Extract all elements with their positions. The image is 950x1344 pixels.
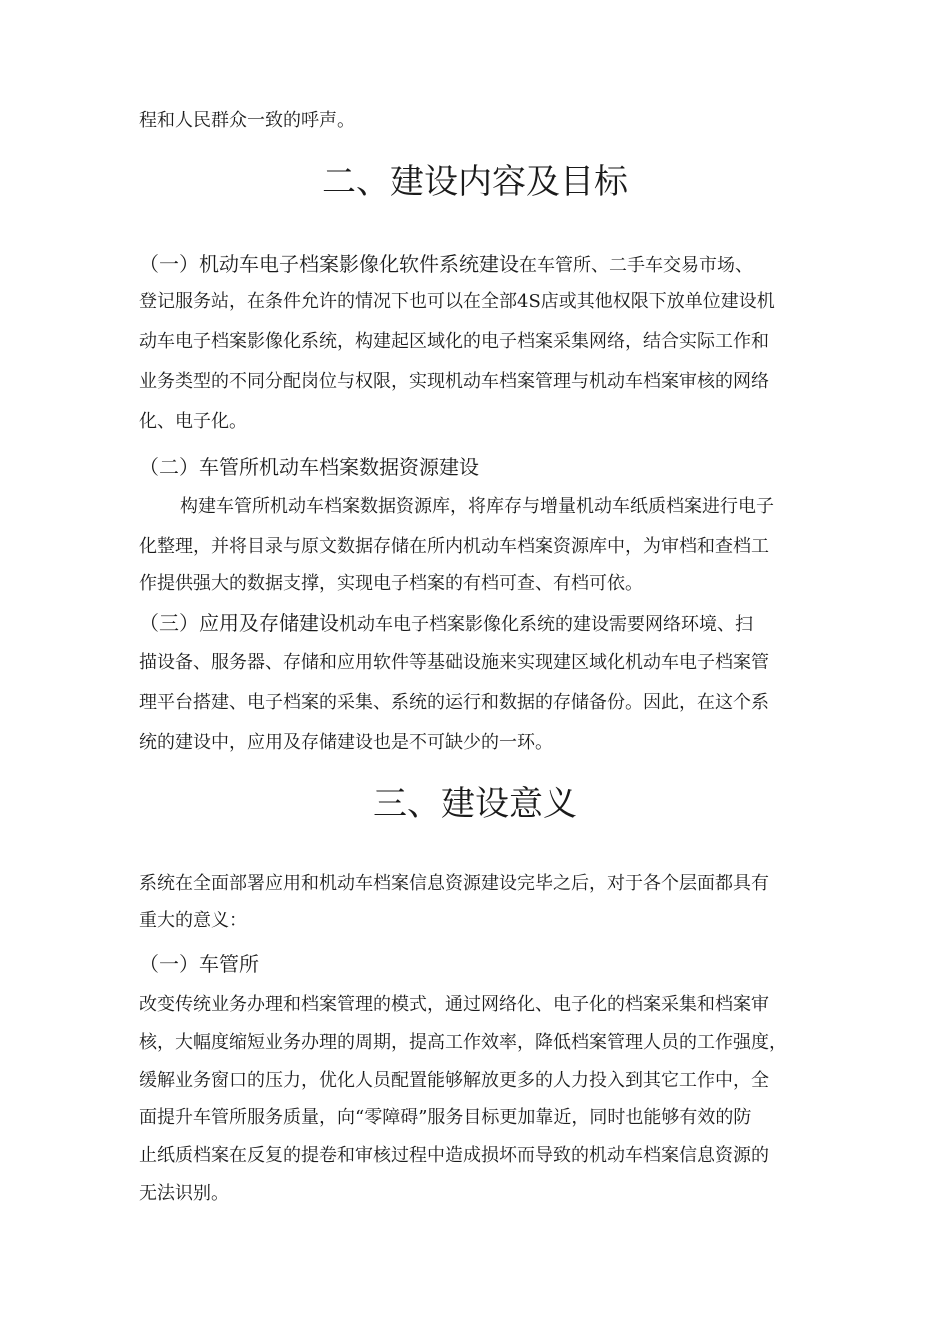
s3-item1-line-0: 改变传统业务办理和档案管理的模式，通过网络化、电子化的档案采集和档案审 [139, 994, 769, 1015]
s2-item2-line-2: 作提供强大的数据支撑，实现电子档案的有档可查、有档可依。 [139, 573, 643, 594]
s2-item1-line-0: 在车管所、二手车交易市场、 [519, 255, 753, 276]
section-2-heading: 二、建设内容及目标 [322, 162, 628, 202]
intro-tail-line: 程和人民群众一致的呼声。 [139, 110, 355, 131]
s2-item3-line-3: 统的建设中，应用及存储建设也是不可缺少的一环。 [139, 732, 553, 753]
s2-item2-line-0: 构建车管所机动车档案数据资源库，将库存与增量机动车纸质档案进行电子 [180, 496, 774, 517]
s3-item1-line-2: 缓解业务窗口的压力，优化人员配置能够解放更多的人力投入到其它工作中，全 [139, 1070, 769, 1091]
s3-item1-title: （一）车管所 [139, 952, 259, 976]
s2-item3-first-line [139, 611, 753, 637]
s2-item1-first-line [139, 252, 753, 278]
s2-item3-line-1: 描设备、服务器、存储和应用软件等基础设施来实现建区域化机动车电子档案管 [139, 652, 769, 673]
s2-item3-line-0: 机动车电子档案影像化系统的建设需要网络环境、扫 [339, 614, 753, 635]
s2-item3-title: （三）应用及存储建设 [139, 611, 339, 635]
s3-item1-line-3: 面提升车管所服务质量，向“零障碍”服务目标更加靠近，同时也能够有效的防 [139, 1107, 752, 1128]
s2-item1-line-4: 化、电子化。 [139, 411, 247, 432]
s2-item1-line-3: 业务类型的不同分配岗位与权限，实现机动车档案管理与机动车档案审核的网络 [139, 371, 769, 392]
s2-item1-line-1: 登记服务站，在条件允许的情况下也可以在全部4S店或其他权限下放单位建设机 [139, 291, 775, 312]
s3-item1-line-1: 核，大幅度缩短业务办理的周期，提高工作效率，降低档案管理人员的工作强度， [139, 1032, 787, 1053]
s2-item1-title: （一）机动车电子档案影像化软件系统建设 [139, 252, 519, 276]
s2-item2-title: （二）车管所机动车档案数据资源建设 [139, 455, 479, 479]
s3-item1-line-5: 无法识别。 [139, 1183, 229, 1204]
s2-item3-line-2: 理平台搭建、电子档案的采集、系统的运行和数据的存储备份。因此，在这个系 [139, 692, 769, 713]
s3-intro-line-1: 重大的意义： [139, 910, 247, 931]
s2-item1-line-2: 动车电子档案影像化系统，构建起区域化的电子档案采集网络，结合实际工作和 [139, 331, 769, 352]
s3-intro-line-0: 系统在全面部署应用和机动车档案信息资源建设完毕之后，对于各个层面都具有 [139, 873, 769, 894]
s3-item1-line-4: 止纸质档案在反复的提卷和审核过程中造成损坏而导致的机动车档案信息资源的 [139, 1145, 769, 1166]
section-3-heading: 三、建设意义 [373, 784, 577, 824]
s2-item2-line-1: 化整理，并将目录与原文数据存储在所内机动车档案资源库中，为审档和查档工 [139, 536, 769, 557]
